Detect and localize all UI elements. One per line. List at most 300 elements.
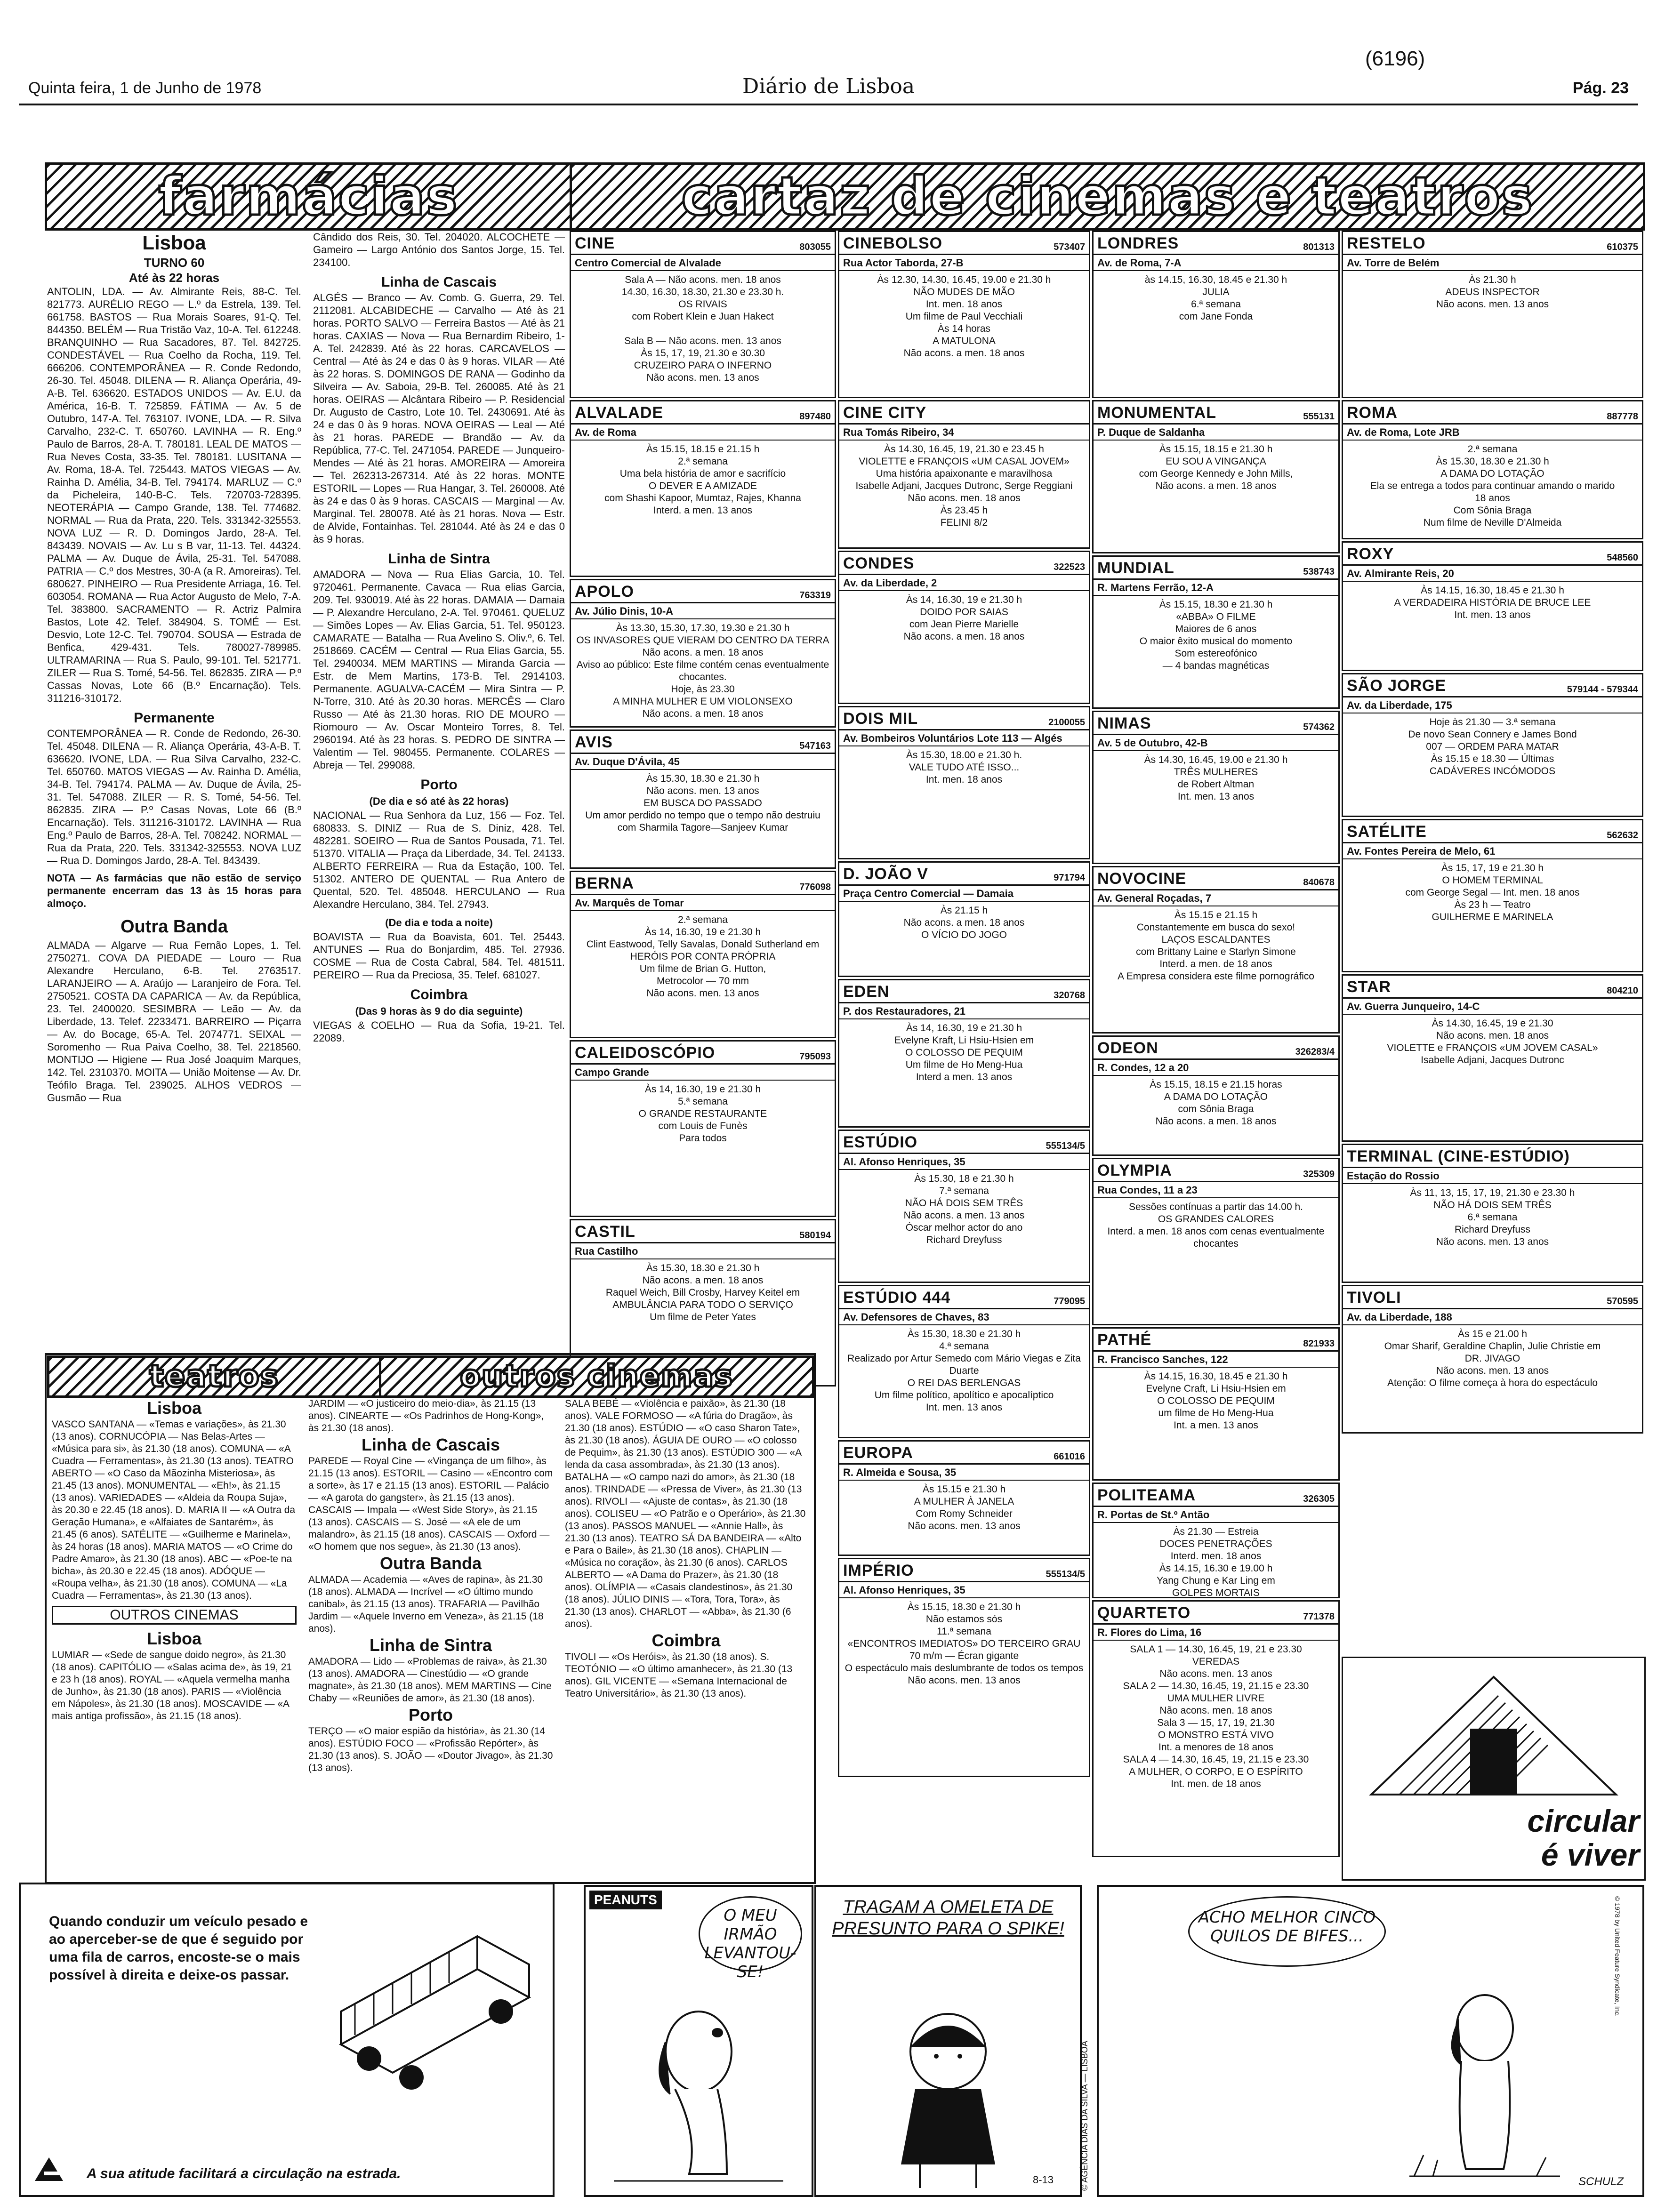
cinema-address: Rua Actor Taborda, 27-B xyxy=(839,255,1089,271)
cinema-listing xyxy=(1342,819,1643,972)
cinema-line: com Jean Pierre Marielle xyxy=(909,619,1019,630)
cinema-line: Não acons. a men. 18 anos xyxy=(642,647,764,658)
cinema-line: com Sharmila Tagore—Sanjeev Kumar xyxy=(617,822,788,833)
cinema-header xyxy=(1343,1286,1642,1309)
cinema-listing xyxy=(1092,1483,1340,1598)
cinema-header xyxy=(839,980,1089,1003)
cinema-line: Maiores de 6 anos xyxy=(1175,624,1257,634)
cinema-line: Às 15.30, 18.00 e 21.30 h. xyxy=(906,750,1022,761)
cinema-line: Richard Dreyfuss xyxy=(1454,1224,1531,1235)
cinema-line: «ABBA» O FILME xyxy=(1176,611,1256,622)
lisboa-heading: Lisboa xyxy=(142,232,206,254)
cinema-listing xyxy=(1092,711,1340,864)
cinema-listing xyxy=(838,1130,1090,1283)
cinema-name: DOIS MIL xyxy=(843,710,918,728)
cinema-line: Às 11, 13, 15, 17, 19, 21.30 e 23.30 h xyxy=(1410,1187,1575,1198)
oc-sintra-list: AMADORA — Lido — «Problemas de raiva», às 21.30 (13 anos). AMADORA — Cinestúdio — «O grande magnate», às 21.30 (18 anos). MEM MARTINS — Cine Chaby — «Reuniões de amor», às 21.30 (18 anos). xyxy=(308,1656,552,1704)
cinema-line: O MONSTRO ESTÁ VIVO xyxy=(1158,1730,1274,1740)
teatros-lisboa-heading: Lisboa xyxy=(146,1398,201,1418)
cinema-header xyxy=(1343,674,1642,697)
cinema-line: Não acons. men. 13 anos xyxy=(646,785,759,796)
cinema-name: CINEBOLSO xyxy=(843,234,943,252)
cinema-phone: 555134/5 xyxy=(1046,1569,1085,1579)
cinema-listing xyxy=(1092,1035,1340,1156)
cinema-program xyxy=(571,1259,835,1326)
cinema-line: Interd. a men. de 18 anos xyxy=(1159,959,1272,970)
coimbra-subheading: (Das 9 horas às 9 do dia seguinte) xyxy=(355,1005,523,1017)
cinema-line: Às 15.15, 18.15 e 21.15 horas xyxy=(1150,1079,1282,1090)
cinema-line: OS GRANDES CALORES xyxy=(1158,1214,1274,1225)
cinema-line: Às 15.15, 18.30 e 21.30 h xyxy=(907,1602,1021,1612)
cinema-listing xyxy=(1092,231,1340,398)
cinema-line: Não acons. men. 13 anos xyxy=(646,988,759,999)
cinema-phone: 897480 xyxy=(799,411,831,422)
cinema-line: DOCES PENETRAÇÕES xyxy=(1159,1539,1272,1549)
cinema-line: Não acons. a men. 18 anos xyxy=(1155,1116,1277,1127)
cinema-header xyxy=(571,731,835,754)
cinema-line: GUILHERME E MARINELA xyxy=(1432,912,1553,922)
cinema-header xyxy=(1343,976,1642,999)
cinema-address: Av. Duque D'Ávila, 45 xyxy=(571,754,835,770)
cinema-program xyxy=(1343,271,1642,313)
cinema-header xyxy=(1094,1037,1338,1060)
cinema-line: Realizado por Artur Semedo com Mário Viegas e Zita Duarte xyxy=(847,1353,1081,1376)
truck-illustration-icon xyxy=(322,1903,543,2110)
cinema-line: Int. men. 13 anos xyxy=(925,1402,1003,1413)
cinema-program xyxy=(839,271,1089,362)
cinema-program xyxy=(1343,859,1642,926)
cinema-line: O DEVER E A AMIZADE xyxy=(649,481,757,491)
cinema-line: Às 14.30, 16.45, 19, 21.30 e 23.45 h xyxy=(884,444,1044,455)
cinema-line: Não acons. men. 13 anos xyxy=(908,1675,1021,1686)
cinema-phone: 574362 xyxy=(1303,722,1335,732)
cinema-address: Centro Comercial de Alvalade xyxy=(571,255,835,271)
oc-sintra-heading: Linha de Sintra xyxy=(369,1635,492,1655)
cinema-program xyxy=(839,1019,1089,1086)
cinema-header xyxy=(571,401,835,425)
cinema-listing xyxy=(1342,1285,1643,1434)
prp-logo-icon xyxy=(30,2153,68,2186)
cinema-line: SALA 2 — 14.30, 16.45, 19, 21.15 e 23.30 xyxy=(1123,1681,1309,1691)
cinema-phone: 610375 xyxy=(1607,242,1638,252)
cinema-line: Sala A — Não acons. men. 18 anos xyxy=(625,274,781,285)
cinema-line: Int. men. 13 anos xyxy=(1177,791,1255,802)
cinema-header xyxy=(1094,401,1338,425)
cinema-listing xyxy=(1342,231,1643,398)
cinema-line: Metrocolor — 70 mm xyxy=(656,976,749,986)
cinema-name: EDEN xyxy=(843,983,890,1001)
cinema-listing xyxy=(838,1440,1090,1556)
cinema-header xyxy=(571,580,835,603)
cinema-line: Um filme de Peter Yates xyxy=(650,1312,756,1322)
cinema-line: Hoje, às 23.30 xyxy=(671,684,735,695)
cinema-phone: 326305 xyxy=(1303,1494,1335,1504)
cinema-address: Al. Afonso Henriques, 35 xyxy=(839,1582,1089,1598)
cinema-program xyxy=(571,441,835,520)
cinema-phone: 801313 xyxy=(1303,242,1335,252)
cinema-listing xyxy=(570,400,836,577)
cinema-line: Hoje às 21.30 — 3.ª semana xyxy=(1429,717,1556,728)
cinema-address: Praça Centro Comercial — Damaia xyxy=(839,886,1089,902)
road-safety-slogan: A sua atitude facilitará a circulação na estrada. xyxy=(87,2166,401,2181)
farmacias-banner: farmácias xyxy=(45,162,572,231)
cinema-header xyxy=(1094,232,1338,255)
cinema-line: Às 14, 16.30, 19 e 21.30 h xyxy=(644,1084,761,1095)
cinema-line: Omar Sharif, Geraldine Chaplin, Julie Christie em xyxy=(1384,1341,1601,1352)
cinema-phone: 555131 xyxy=(1303,411,1335,422)
cinema-line: Ela se entrega a todos para continuar amando o marido xyxy=(1370,481,1615,491)
newspaper-title: Diário de Lisboa xyxy=(742,74,915,98)
cinema-line: 18 anos xyxy=(1475,493,1510,504)
comic-panel-2 xyxy=(814,1885,1082,2197)
cinemas-banner: cartaz de cinemas e teatros xyxy=(570,162,1645,231)
cinema-listing xyxy=(838,861,1090,977)
cinema-line: 14.30, 16.30, 18.30, 21.30 e 23.30 h. xyxy=(621,287,784,297)
cinema-line: Interd. men. 18 anos xyxy=(1170,1551,1262,1562)
cinema-line: com Jane Fonda xyxy=(1179,311,1253,322)
cinema-address: R. Almeida e Sousa, 35 xyxy=(839,1465,1089,1481)
cinema-line: Não acons. a men. 18 anos xyxy=(903,348,1025,359)
cinema-line: AMBULÂNCIA PARA TODO O SERVIÇO xyxy=(612,1299,793,1310)
cinema-line: Constantemente em busca do sexo! xyxy=(1136,922,1295,933)
cinema-header xyxy=(1094,1484,1338,1507)
cinema-line: Evelyne Craft, Li Hsiu-Hsien em xyxy=(1146,1383,1286,1394)
cinema-line: Som estereofónico xyxy=(1174,648,1257,659)
cinema-line: Interd. a men. 13 anos xyxy=(653,505,753,516)
cinema-line: OS RIVAIS xyxy=(678,299,727,310)
cinema-line: Uma bela história de amor e sacrifício xyxy=(619,468,786,479)
cinema-line: 11.ª semana xyxy=(937,1626,991,1637)
farmacias-coimbra-list: VIEGAS & COELHO — Rua da Sofia, 19-21. Tel. 22089. xyxy=(313,1019,565,1044)
cinema-listing xyxy=(570,729,836,869)
cinema-phone: 776098 xyxy=(799,882,831,892)
cinema-line: VIOLETTE e FRANÇOIS «UM JOVEM CASAL» xyxy=(1387,1042,1598,1053)
cinema-header xyxy=(571,872,835,895)
cinema-program xyxy=(839,746,1089,789)
cinema-program xyxy=(1094,441,1338,495)
cinema-line: Interd a men. 13 anos xyxy=(916,1072,1013,1082)
oc-cascais-heading: Linha de Cascais xyxy=(361,1435,500,1454)
cinema-listing xyxy=(1342,974,1643,1142)
comic-title: PEANUTS xyxy=(589,1891,662,1909)
cinema-program xyxy=(571,1081,835,1147)
cinema-line: Às 15 e 21.00 h xyxy=(1457,1329,1528,1339)
outros-continuation: JARDIM — «O justiceiro do meio-dia», às 21.15 (13 anos). CINEARTE — «Os Padrinhos de Hong-Kong», às 21.30 (18 anos). xyxy=(308,1398,544,1434)
cinema-line: Não estamos sós xyxy=(925,1614,1003,1625)
cinema-header xyxy=(1094,867,1338,890)
cinema-line: A VERDADEIRA HISTÓRIA DE BRUCE LEE xyxy=(1394,597,1591,608)
cinema-address: P. Duque de Saldanha xyxy=(1094,425,1338,441)
cinema-address: Av. Júlio Dinis, 10-A xyxy=(571,603,835,619)
cinema-line: Para todos xyxy=(679,1133,727,1144)
cinema-program xyxy=(839,1598,1089,1690)
oc-coimbra-list: TIVOLI — «Os Heróis», às 21.30 (18 anos). S. TEOTÓNIO — «O último amanhecer», às 21.30 (13 anos). GIL VICENTE — «Semana Internacional de Teatro Universitário», às 21.30 (13 anos). xyxy=(565,1651,793,1699)
cinema-address: R. Portas de St.º Antão xyxy=(1094,1507,1338,1523)
cinema-line: Às 23 h — Teatro xyxy=(1454,899,1531,910)
cinema-line: Não acons. men. 13 anos xyxy=(908,1521,1021,1531)
cinema-listing xyxy=(1092,1158,1340,1325)
oc-porto-heading: Porto xyxy=(409,1705,453,1724)
cinema-line: A MATULONA xyxy=(933,336,996,346)
circular-logo-icon xyxy=(1343,1658,1644,1799)
cinema-line: Int. men. 18 anos xyxy=(925,774,1003,785)
cinema-line: Não acons. men. 13 anos xyxy=(1159,1668,1272,1679)
cinema-phone: 579144 - 579344 xyxy=(1567,684,1638,695)
cinema-listing xyxy=(838,231,1090,398)
cinema-address: Av. Fontes Pereira de Melo, 61 xyxy=(1343,843,1642,859)
cinema-line: um filme de Ho Meng-Hua xyxy=(1158,1408,1274,1419)
page-number: Pág. 23 xyxy=(1572,79,1629,97)
cinema-line: Evelyne Kraft, Li Hsiu-Hsien em xyxy=(894,1035,1034,1046)
cinema-address: R. Francisco Sanches, 122 xyxy=(1094,1352,1338,1368)
cinema-line: com Shashi Kapoor, Mumtaz, Rajes, Khanna xyxy=(604,493,801,504)
cinema-listing xyxy=(1342,673,1643,817)
cinema-phone: 325309 xyxy=(1303,1169,1335,1179)
cinema-phone: 804210 xyxy=(1607,986,1638,996)
cinema-line: DR. JIVAGO xyxy=(1464,1353,1520,1364)
cinema-line: 2.ª semana xyxy=(678,456,728,467)
cinema-line: Int. a menores de 18 anos xyxy=(1158,1742,1273,1753)
cinema-line: Às 14.15, 16.30 e 19.00 h xyxy=(1159,1563,1273,1574)
cinema-line: A MULHER À JANELA xyxy=(914,1496,1014,1507)
cinema-address: Rua Tomás Ribeiro, 34 xyxy=(839,425,1089,441)
cinema-name: TIVOLI xyxy=(1347,1289,1401,1306)
cinema-phone: 803055 xyxy=(799,242,831,252)
cinema-line: Às 15.15, 18.15 e 21.30 h xyxy=(1159,444,1273,455)
cinema-header xyxy=(1094,712,1338,735)
farmacias-outra-banda-list: ALMADA — Algarve — Rua Fernão Lopes, 1. Tel. 2750271. COVA DA PIEDADE — Louro — Rua Alexandre Herculano, 6-B. Tel. 2763517. LARANJEIRO — A. Araújo — Laranjeiro de Fora. Tel. 2750521. COSTA DA CAPARICA — Av. da República, 23. Tel. 2400020. SESIMBRA — Leão — Av. da Liberdade, 13. Telef. 2233471. BARREIRO — Piçarra — Av. do Bocage, 65-A. Tel. 2074771. SEIXAL — Soromenho — Rua Paiva Coelho, 38. Tel. 2218560. MONTIJO — Higiene — Rua José Joaquim Marques, 142. Tel. 2310370. MOITA — União Moitense — Av. Dr. Teófilo Braga. Tel. 239025. ALHOS VEDROS — Gusmão — Rua xyxy=(47,939,301,1104)
oc-outra-banda-list: ALMADA — Academia — «Aves de rapina», às 21.30 (18 anos). ALMADA — Incrível — «O último mundo canibal», às 21.15 (13 anos). TRAFARIA — Pavilhão Jardim — «Aquele Inverno em Veneza», às 21.15 (18 anos). xyxy=(308,1574,544,1634)
cinema-line: CRUZEIRO PARA O INFERNO xyxy=(634,360,772,371)
cinema-line: Não acons. a men. 13 anos xyxy=(903,1210,1025,1221)
cinema-name: RESTELO xyxy=(1347,234,1426,252)
cinema-line: O COLOSSO DE PEQUIM xyxy=(1157,1395,1275,1406)
cinema-address: Av. Marquês de Tomar xyxy=(571,895,835,911)
comic-bubble-3: ACHO MELHOR CINCO QUILOS DE BIFES... xyxy=(1188,1896,1386,1967)
cinema-listing xyxy=(1092,1327,1340,1481)
cinema-line: 6.ª semana xyxy=(1191,299,1241,310)
cinema-header xyxy=(1094,557,1338,580)
snoopy-icon xyxy=(604,1995,793,2188)
cinema-name: ROMA xyxy=(1347,404,1398,422)
cinema-phone: 320768 xyxy=(1054,990,1085,1001)
cinema-line: O COLOSSO DE PEQUIM xyxy=(905,1047,1023,1058)
cinema-header xyxy=(571,232,835,255)
cinema-listing xyxy=(1342,400,1643,539)
cinema-name: CONDES xyxy=(843,554,915,572)
issue-date: Quinta feira, 1 de Junho de 1978 xyxy=(28,79,262,97)
cinema-line: Às 15.15 e 18.30 — Últimas xyxy=(1431,753,1554,764)
teatros-banner: teatros xyxy=(47,1355,381,1398)
cinema-line: com Brittany Laine e Starlyn Simone xyxy=(1136,946,1296,957)
cinema-name: ROXY xyxy=(1347,545,1394,563)
cinema-program xyxy=(839,591,1089,646)
cinema-line: O GRANDE RESTAURANTE xyxy=(638,1108,767,1119)
comic-panel-3 xyxy=(1097,1885,1644,2197)
cinema-line: O REI DAS BERLENGAS xyxy=(907,1378,1021,1388)
cinema-name: SÃO JORGE xyxy=(1347,677,1447,695)
cinema-name: IMPÉRIO xyxy=(843,1562,914,1579)
cinema-line: às 14.15, 16.30, 18.45 e 21.30 h xyxy=(1144,274,1287,285)
cinema-name: OLYMPIA xyxy=(1097,1162,1172,1179)
cinema-line: Às 15.30, 18.30 e 21.30 h xyxy=(907,1329,1021,1339)
cinema-program xyxy=(1094,1641,1338,1793)
cinema-line: O maior êxito musical do momento xyxy=(1139,636,1293,647)
cinema-header xyxy=(1343,232,1642,255)
cinema-line: O espectáculo mais deslumbrante de todos os tempos xyxy=(845,1663,1084,1674)
cinema-line: A DAMA DO LOTAÇÃO xyxy=(1440,468,1544,479)
cinema-line: Richard Dreyfuss xyxy=(926,1234,1002,1245)
cinema-program xyxy=(1343,441,1642,532)
cinema-name: APOLO xyxy=(575,583,634,601)
teatros-column-2 xyxy=(308,1398,553,1878)
farmacias-continuation: Cândido dos Reis, 30. Tel. 204020. ALCOCHETE — Gameiro — Largo António dos Santos Jorge, 15. Tel. 234100. xyxy=(313,231,565,268)
cinema-phone: 562632 xyxy=(1607,830,1638,841)
cinema-line: VALE TUDO ATÉ ISSO... xyxy=(909,762,1020,773)
cinema-address: Av. Torre de Belém xyxy=(1343,255,1642,271)
cinema-line: Com Romy Schneider xyxy=(916,1508,1013,1519)
cinema-line: Um filme de Ho Meng-Hua xyxy=(905,1059,1023,1070)
outros-cinemas-list: LUMIAR — «Sede de sangue doido negro», às 21.30 (18 anos). CAPITÓLIO — «Salas acima de», às 19, 21 e 23 h (18 anos). ROYAL — «Aquela vermelha manha de Junho», às 21.30 (18 anos). PARIS — «Violência em Nápoles», às 21.30 (18 anos). MOSCAVIDE — «A mais antiga profissão», às 21.15 (18 anos). xyxy=(52,1650,292,1722)
cinema-program xyxy=(839,902,1089,944)
cinema-line: VIOLETTE e FRANÇOIS «UM CASAL JOVEM» xyxy=(859,456,1070,467)
cinema-header xyxy=(1343,543,1642,566)
cinema-program xyxy=(571,271,835,387)
cinema-phone: 580194 xyxy=(799,1230,831,1241)
cinema-name: POLITEAMA xyxy=(1097,1486,1196,1504)
cinema-name: NIMAS xyxy=(1097,714,1151,732)
cinema-line: Às 14.30, 16.45, 19 e 21.30 xyxy=(1432,1018,1553,1029)
cinema-address: Av. de Roma, 7-A xyxy=(1094,255,1338,271)
cinema-line: Uma história apaixonante e maravilhosa xyxy=(876,468,1053,479)
cinema-listing xyxy=(570,1040,836,1217)
cinema-line: Às 21.30 h xyxy=(1469,274,1516,285)
outros-cinemas-heading: OUTROS CINEMAS xyxy=(52,1606,297,1625)
cinema-address: Av. da Liberdade, 2 xyxy=(839,575,1089,591)
cinema-header xyxy=(839,707,1089,730)
issue-stamp: (6196) xyxy=(1365,47,1425,70)
cinema-line: Às 14, 16.30, 19 e 21.30 h xyxy=(644,927,761,938)
cinema-line: HERÓIS POR CONTA PRÓPRIA xyxy=(630,951,776,962)
cinema-listing xyxy=(838,400,1090,549)
cinema-line: UMA MULHER LIVRE xyxy=(1167,1693,1265,1704)
cinema-program xyxy=(1343,1325,1642,1392)
teatros-lisboa-list: VASCO SANTANA — «Temas e variações», às 21.30 (13 anos). CORNUCÓPIA — Nas Belas-Artes — «Música para si», às 21.30 (18 anos). COMUNA — «A Cuadra — Ferramentas», às 21.30 (13 anos). TEATRO ABERTO — «O Caso da Mãozinha Misteriosa», às 21.45 (13 anos). MONUMENTAL — «Eh!», às 21.15 (13 anos). VARIEDADES — «Aldeia da Roupa Suja», às 20.30 e 22.45 (18 anos). D. MARIA II — «A Outra da Geração Humana», e «Alfaiates de Santarém», às 21.45 (6 anos). SATÉLITE — «Guilherme e Marinela», às 24 horas (18 anos). MARIA MATOS — «O Crime do Padre Amaro», às 21.30 (18 anos). ABC — «Poe-te na bicha», às 20.30 e 22.45 (18 anos). ADÓQUE — «Roupa velha», às 21.30 (18 anos). COMUNA — «La Cuadra — Ferramentas», às 21.30 (13 anos). xyxy=(52,1419,296,1601)
comic-panel-1 xyxy=(584,1885,813,2197)
cinema-header xyxy=(1343,820,1642,843)
cascais-heading: Linha de Cascais xyxy=(381,274,497,290)
cinema-header xyxy=(839,232,1089,255)
lucy-icon xyxy=(854,1995,1042,2193)
teatros-column-3 xyxy=(565,1398,807,1878)
cinema-phone: 763319 xyxy=(799,590,831,601)
cinema-line: 2.ª semana xyxy=(1467,444,1518,455)
cinema-line: Às 15, 17, 19 e 21.30 h xyxy=(1441,863,1544,874)
cinema-line: Às 15.30, 18 e 21.30 h xyxy=(914,1173,1014,1184)
cinema-line: ADEUS INSPECTOR xyxy=(1445,287,1540,297)
cinema-program xyxy=(571,911,835,1002)
comic-credit: © AGÊNCIA DIAS DA SILVA — LISBOA xyxy=(1080,2041,1089,2191)
circular-slogan-1: circular xyxy=(1527,1803,1640,1838)
cinema-address: Rua Condes, 11 a 23 xyxy=(1094,1182,1338,1198)
cinema-line: NÃO HÁ DOIS SEM TRÊS xyxy=(905,1198,1023,1209)
cinema-name: MUNDIAL xyxy=(1097,559,1174,577)
cinema-line: Às 14 horas xyxy=(937,323,991,334)
cinema-line: GOLPES MORTAIS xyxy=(1172,1587,1260,1598)
farmacias-column-2 xyxy=(313,231,565,1346)
cinema-phone: 771378 xyxy=(1303,1611,1335,1622)
cinema-line: EU SOU A VINGANÇA xyxy=(1166,456,1266,467)
cinema-line: Às 15.15 e 21.15 h xyxy=(1174,910,1258,921)
cinema-line: Um amor perdido no tempo que o tempo não destruiu xyxy=(585,810,820,821)
cinema-address: Av. de Roma xyxy=(571,425,835,441)
cinema-program xyxy=(571,770,835,837)
farmacias-sintra-list: AMADORA — Nova — Rua Elias Garcia, 10. Tel. 9720461. Permanente. Cavaca — Rua elias Garcia, 209. Tel. 930019. Até às 22 horas. DAMAIA — Damaia — P. Alexandre Herculano, 2-A. Tel. 970461. QUELUZ — Simões Lopes — Av. Elias Garcia, 51. Tel. 950123. CAMARATE — Batalha — Rua Avelino S. Oliv.º, 6. Tel. 2518669. CACÉM — Central — Rua Elias Garcia, 55. Tel. 2940034. MEM MARTINS — Miranda Garcia — Estr. de Mem Martins, 173-B. Tel. 2914103. Permanente. AGUALVA-CACÉM — Mira Sintra — P. N-Torre, 310. Até às 20.30 horas. MERCÊS — Claro Russo — Até às 21.30 horas. RIO DE MOURO — Riomouro — Av. Oscar Monteiro Torres, 8. Tel. 2960194. Até às 23 horas. S. PEDRO DE SINTRA — Valentim — Tel. 980455. Permanente. COLARES — Abreja — Tel. 299088. xyxy=(313,569,565,771)
cinema-program xyxy=(1094,906,1338,986)
cinema-header xyxy=(839,552,1089,575)
cinema-line: 5.ª semana xyxy=(678,1096,728,1107)
cinema-listing xyxy=(570,231,836,398)
cinema-line: O HOMEM TERMINAL xyxy=(1442,875,1543,886)
porto-subheading-2: (De dia e toda a noite) xyxy=(385,917,493,929)
cinema-header xyxy=(1094,1159,1338,1182)
cinema-line: VEREDAS xyxy=(1192,1656,1240,1667)
outra-banda-heading: Outra Banda xyxy=(120,917,228,937)
cinema-program xyxy=(839,1170,1089,1249)
cinema-address: Av. Almirante Reis, 20 xyxy=(1343,566,1642,582)
cinema-header xyxy=(1343,401,1642,425)
farmacias-porto-list-2: BOAVISTA — Rua da Boavista, 601. Tel. 25443. ANTUNES — Rua do Bonjardim, 485. Tel. 27936. COSME — Rua de Costa Cabral, 584. Tel. 481511. PEREIRO — Rua da Preciosa, 35. Telef. 681027. xyxy=(313,931,565,981)
comic-date: 8-13 xyxy=(1033,2174,1054,2186)
cinema-name: AVIS xyxy=(575,733,613,751)
porto-heading: Porto xyxy=(420,777,458,793)
cinema-listing xyxy=(838,1558,1090,1777)
cinema-program xyxy=(839,1481,1089,1535)
cinema-name: QUARTETO xyxy=(1097,1604,1191,1622)
cinema-header xyxy=(1094,1329,1338,1352)
circular-slogan-2: é viver xyxy=(1541,1837,1640,1872)
cinema-line: 6.ª semana xyxy=(1467,1212,1518,1223)
cinema-line: Atenção: O filme começa à hora do espectáculo xyxy=(1387,1378,1598,1388)
cinema-name: NOVOCINE xyxy=(1097,870,1187,888)
farmacias-lisboa-list: ANTOLIN, LDA. — Av. Almirante Reis, 88-C. Tel. 821773. AURÉLIO REGO — L.º da Estrela, 139. Tel. 661758. BASTOS — Rua Morais Soares, 91-Q. Tel. 844350. BELÉM — Rua Tristão Vaz, 10-A. Tel. 612248. BRANQUINHO — Rua Sacadores, 87. Tel. 842725. CONDESTÁVEL — Rua Coelho da Rocha, 119. Tel. 666206. CONTEMPORÂNEA — R. Conde Redondo, 26-30. Tel. 45048. DILENA — R. Aliança Operária, 49-A-B. Tel. 636620. ESTADOS UNIDOS — Av. E.U. da América, 16-B. T. 725859. FÁTIMA — Av. 5 de Outubro, 147-A. Tel. 763107. IVONE, LDA. — R. Silva Carvalho, 232-C. T. 650760. LAVINHA — R. Eng.º Paulo de Barros, 28-A. T. 780181. LEAL DE MATOS — Rua Neves Costa, 33-35. Tel. 780181. LUSITANA — Av. Roma, 18-A. Tel. 725443. MATOS VIEGAS — Av. Rainha D. Amélia, 34-B. Tel. 794174. MARLUZ — C.º da Picheleira, 140-B-C. Tels. 720703-728395. NEOTERÁPIA — Campo Grande, 138. Tel. 774682. NORMAL — Rua da Prata, 220. Tels. 331342-325553. NOVA LUZ — R. D. Domingos Jardo, 28-A. Tel. 843439. NOVAIS — Av. Lu s B var, 11-13. Tel. 44324. PALMA — Av. Duque de Ávila, 25-31. Tel. 547088. PATRIA — C.º dos Mestres, 30-A (a R. Amoreiras). Tel. 680627. PINHEIRO — Rua Presidente Arriaga, 16. Tel. 603054. ROMANA — Rua Actor Augusto de Melo, 7-A. Tel. 383800. SACRAMENTO — R. Actriz Palmira Bastos, Lote 42. Telef. 384904. S. TOMÉ — Est. Desvio, Lote 12-C. Tel. 790704. SOUSA — Estrada de Benfica, 429-431. Tels. 780027-789985. ULTRAMARINA — Rua S. Paulo, 99-101. Tel. 521771. ZILER — Rua S. Tomé, 54-56. Tel. 862835. ZIRA — P.º Cassas Novas, Lote 66 (B.º Encarnação). Tels. 311216-310172. xyxy=(47,286,301,704)
cinema-name: CASTIL xyxy=(575,1223,635,1241)
comic-bubble-2: TRAGAM A OMELETA DE PRESUNTO PARA O SPIKE! xyxy=(832,1897,1064,1939)
cinema-header xyxy=(839,1442,1089,1465)
cinema-line: Yang Chung e Kar Ling em xyxy=(1157,1575,1275,1586)
cinema-line: Às 14.15, 16.30, 18.45 e 21.30 h xyxy=(1144,1371,1288,1382)
cinema-line: Às 23.45 h xyxy=(940,505,988,516)
page-header xyxy=(19,71,1638,105)
cinema-program xyxy=(1094,596,1338,675)
cinema-line: Isabelle Adjani, Jacques Dutronc xyxy=(1421,1055,1564,1066)
cinema-phone: 2100055 xyxy=(1048,717,1085,728)
cinema-address: Av. Guerra Junqueiro, 14-C xyxy=(1343,999,1642,1015)
cinema-line: Não acons. men. 13 anos xyxy=(646,372,759,383)
cinema-program xyxy=(1094,751,1338,806)
cinema-line: TRÊS MULHERES xyxy=(1174,767,1258,777)
cinema-line: Não acons. a men. 18 anos xyxy=(903,917,1025,928)
cinema-line: DOIDO POR SAIAS xyxy=(920,607,1008,617)
cinema-line: Não acons. men. 18 anos xyxy=(1159,1705,1272,1716)
cinema-listing xyxy=(1092,1600,1340,1857)
cinema-line: «ENCONTROS IMEDIATOS» DO TERCEIRO GRAU xyxy=(847,1638,1081,1649)
cinema-program xyxy=(1343,713,1642,780)
cinema-name: BERNA xyxy=(575,874,634,892)
cinema-line: Clint Eastwood, Telly Savalas, Donald Sutherland em xyxy=(586,939,820,950)
cinema-line: A MINHA MULHER E UM VIOLONSEXO xyxy=(613,696,793,707)
cinema-line: Int. a men. 13 anos xyxy=(1174,1420,1258,1431)
